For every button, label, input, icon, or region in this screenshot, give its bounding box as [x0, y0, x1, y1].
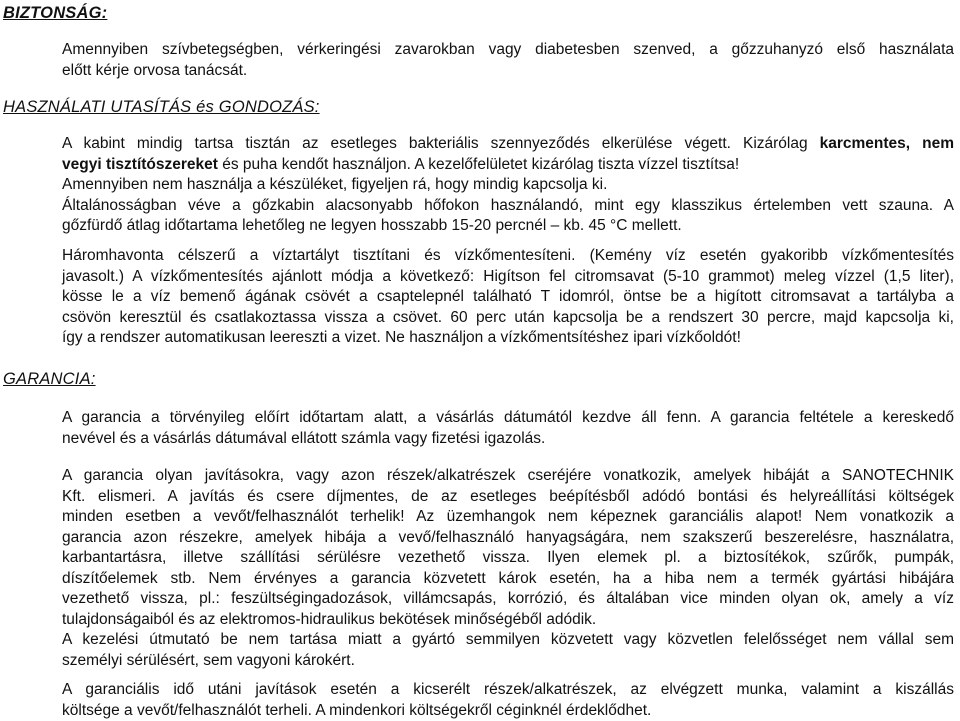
text-line [62, 155, 954, 176]
text-line: költsége a vevőt/felhasználót terheli. A mindenkori költségekről céginknél érdeklődhet. [62, 701, 954, 721]
text-line: Kft. elismeri. A javítás és csere díjmentes, de az esetleges beépítésből adódó bontási és helyreállítási költségek [62, 487, 954, 508]
warranty-paragraph-2 [62, 466, 954, 671]
usage-paragraph [62, 134, 954, 237]
text-line: csövön keresztül és csatlakoztassa vissza a csövet. 60 perc után kapcsolja be a rendszert 30 percre, majd kapcsolja ki, [62, 308, 954, 329]
text-line: A garancia a törvényileg előírt időtartam alatt, a vásárlás dátumától kezdve áll fenn. A garancia feltétele a kereskedő [62, 408, 954, 429]
descaling-paragraph [62, 246, 954, 349]
text-line: Általánosságban véve a gőzkabin alacsonyabb hőfokon használandó, mint egy klasszikus értelemben vett szauna. A [62, 196, 954, 217]
bold-text: karcmentes, nem [820, 135, 954, 152]
text-line: javasolt.) A vízkőmentesítés ajánlott módja a következő: Higítson fel citromsavat (5-10 grammot) meleg vízzel (1,5 liter), [62, 267, 954, 288]
text-line: minden esetben a vevőt/felhasználót terhelik! Az üzemhangok nem képeznek garanciális alapot! Nem vonatkozik a [62, 507, 954, 528]
warranty-paragraph-3 [62, 680, 954, 721]
text-line: díszítőelemek stb. Nem érvényes a garancia közvetett károk esetén, ha a hiba nem a termék gyártási hibájára [62, 569, 954, 590]
text-line: Amennyiben nem használja a készüléket, figyeljen rá, hogy mindig kapcsolja ki. [62, 175, 954, 196]
safety-paragraph [62, 40, 954, 81]
text-line: vezethető vissza, pl.: feszültségingadozások, villámcsapás, korrózió, és általában vice minden olyan ok, amely a víz [62, 589, 954, 610]
text-line: A garancia olyan javításokra, vagy azon részek/alkatrészek cseréjére vonatkozik, amelyek hibáját a SANOTECHNIK [62, 466, 954, 487]
text-line: karbantartásra, illetve szállítási sérülésre vezethető vissza. Ilyen elemek pl. a biztosítékok, szűrők, pumpák, [62, 548, 954, 569]
text-line: Háromhavonta célszerű a víztartályt tisztítani és vízkőmentesíteni. (Kemény víz esetén gyakoribb vízkőmentesítés [62, 246, 954, 267]
text-line: személyi sérülésért, sem vagyoni károkért. [62, 651, 954, 672]
text-line: gőzfürdő átlag időtartama lehetőleg ne legyen hosszabb 15-20 percnél – kb. 45 °C mellett. [62, 216, 954, 237]
text-line: Amennyiben szívbetegségben, vérkeringési zavarokban vagy diabetesben szenved, a gőzzuhanyzó első használata [62, 40, 954, 61]
text-line: így a rendszer automatikusan leereszti a vizet. Ne használjon a vízkőmentsítéshez ipari vízkőoldót! [62, 328, 954, 349]
warranty-heading: GARANCIA: [3, 370, 96, 389]
warranty-paragraph-1 [62, 408, 954, 449]
text-segment: és puha kendőt használjon. A kezelőfelületet kizárólag tiszta vízzel tisztítsa! [222, 156, 739, 173]
text-line: nevével és a vásárlás dátumával ellátott számla vagy fizetési igazolás. [62, 429, 954, 450]
text-line: kösse le a víz bemenő ágának csövét a csaptelepnél található T idomról, öntse be a higított citromsavat a tartályba a [62, 287, 954, 308]
text-line: előtt kérje orvosa tanácsát. [62, 61, 954, 82]
safety-heading: BIZTONSÁG: [3, 4, 107, 23]
text-segment: A kabint mindig tartsa tisztán az esetleges bakteriális szennyeződés elkerülése végett. Kizárólag [62, 135, 808, 152]
text-line: tulajdonságaiból és az elektromos-hidraulikus bekötések minőségéből adódik. [62, 610, 954, 631]
text-line: A garanciális idő utáni javítások esetén a kicserélt részek/alkatrészek, az elvégzett munka, valamint a kiszállás [62, 680, 954, 701]
text-line: A kezelési útmutató be nem tartása miatt a gyártó semmilyen közvetett vagy közvetlen felelősséget nem vállal sem [62, 630, 954, 651]
bold-text: vegyi tisztítószereket [62, 156, 218, 173]
usage-heading: HASZNÁLATI UTASÍTÁS és GONDOZÁS: [3, 98, 320, 117]
text-line [62, 134, 954, 155]
text-line: garancia azon részekre, amelyek hibája a vevő/felhasználó hanyagságára, nem szakszerű beszerelésre, használatra, [62, 528, 954, 549]
